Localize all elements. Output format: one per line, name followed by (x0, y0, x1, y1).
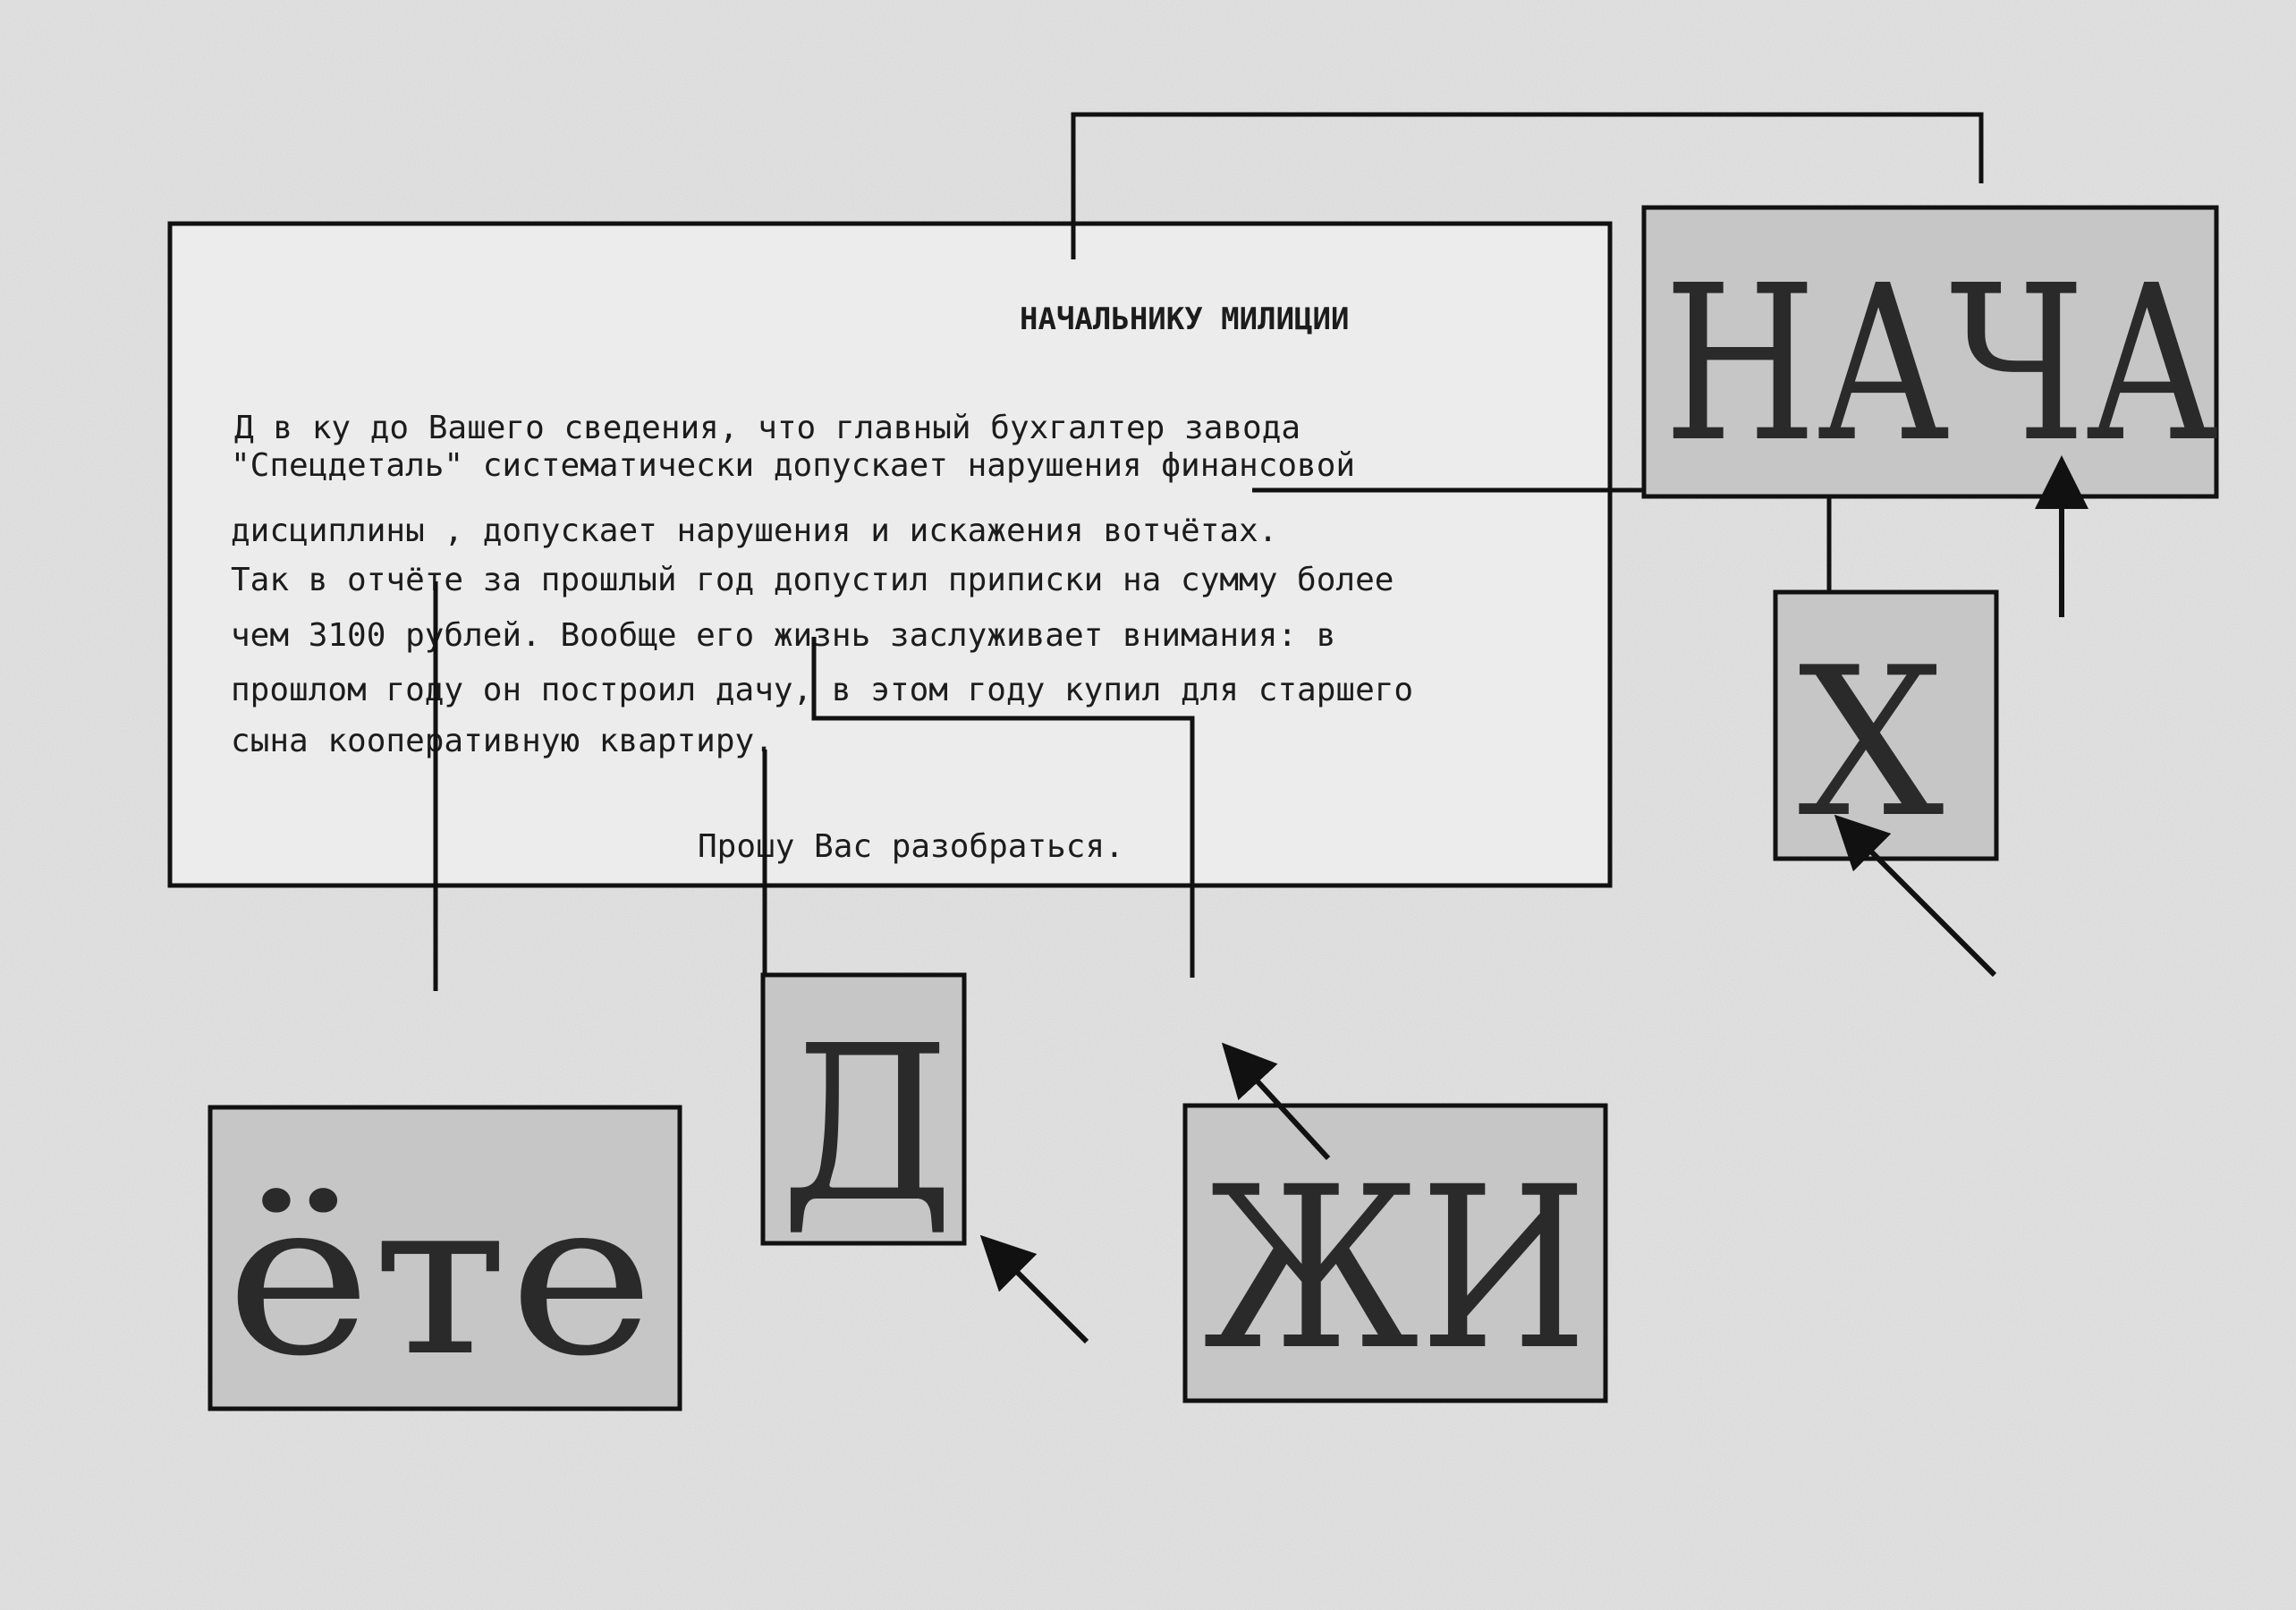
letter-line-1: Д в ку до Вашего сведения, что главный бухгалтер завода (234, 410, 1301, 446)
letter-line-4: Так в отчёте за прошлый год допустил приписки на сумму более (231, 562, 1394, 598)
zoom-text-d: Д (780, 999, 955, 1250)
letter-heading: НАЧАЛЬНИКУ МИЛИЦИИ (1020, 301, 1350, 337)
zoom-text-nacha: НАЧА (1664, 239, 2218, 489)
zoom-text-kh: Х (1798, 624, 1944, 863)
zoom-text-ete: ёте (225, 1153, 655, 1403)
letter-line-7: сына кооперативную квартиру. (231, 723, 774, 759)
letter-line-5: чем 3100 рублей. Вообще его жизнь заслуживает внимания: в (231, 617, 1336, 654)
letter-line-3: дисциплины , допускает нарушения и искажения вотчётах. (231, 513, 1278, 549)
letter-closing: Прошу Вас разобраться. (698, 828, 1124, 865)
letter-line-2: "Спецдеталь" систематически допускает нарушения финансовой (231, 447, 1356, 484)
letter-line-6: прошлом году он построил дачу, в этом году купил для старшего (231, 672, 1414, 708)
letter-frame (170, 224, 1610, 886)
zoom-text-zhi: ЖИ (1203, 1139, 1588, 1399)
